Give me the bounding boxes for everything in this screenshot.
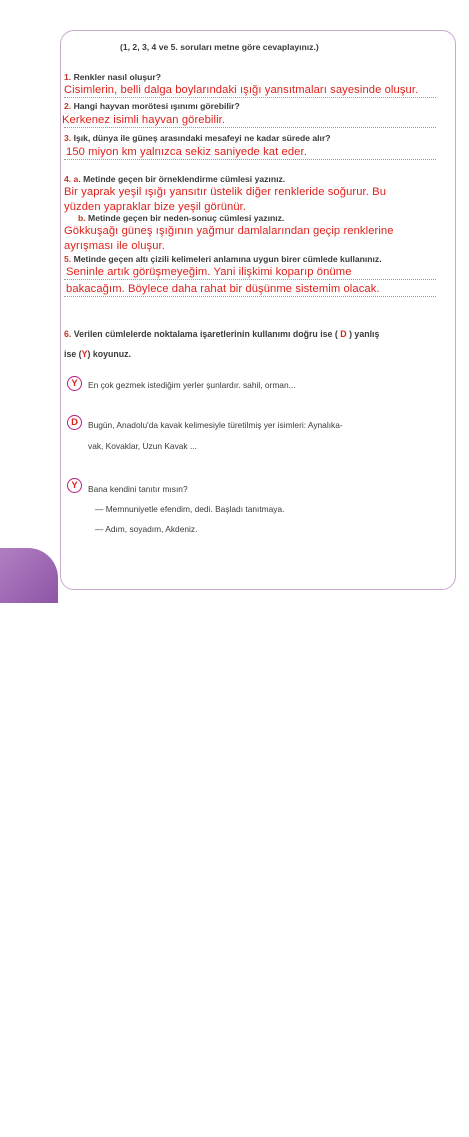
answer-1: Cisimlerin, belli dalga boylarındaki ışığı yansıtmaları sayesinde oluşur. xyxy=(64,84,419,96)
answer-4b-line1: Gökkuşağı güneş ışığının yağmur damlalarından geçip renklerine xyxy=(64,225,394,237)
answer-4a-line2: yüzden yapraklar bize yeşil görünür. xyxy=(64,201,247,213)
question-5-number: 5. xyxy=(64,254,72,264)
question-6-mark-d: D xyxy=(340,329,347,339)
question-6-text-b: ) yanlış xyxy=(349,329,380,339)
answer-line xyxy=(64,127,436,128)
answer-line xyxy=(64,97,436,98)
question-4b-text: Metinde geçen bir neden-sonuç cümlesi yazınız. xyxy=(88,213,285,223)
item-3-line2: — Memnuniyetle efendim, dedi. Başladı tanıtmaya. xyxy=(95,504,285,514)
item-1-text: En çok gezmek istediğim yerler şunlardır. sahil, orman... xyxy=(88,380,296,390)
item-3-line1: Bana kendini tanıtır mısın? xyxy=(88,484,188,494)
question-5 xyxy=(64,254,382,264)
answer-line xyxy=(64,279,436,280)
page-number: 164 xyxy=(10,1121,34,1137)
question-4a xyxy=(64,174,285,184)
page-corner xyxy=(0,548,58,1137)
answer-circle-3[interactable]: Y xyxy=(67,478,82,493)
question-3-number: 3. xyxy=(64,133,72,143)
answer-circle-1[interactable]: Y xyxy=(67,376,82,391)
item-2-line1: Bugün, Anadolu'da kavak kelimesiyle türetilmiş yer isimleri: Aynalıka- xyxy=(88,420,343,430)
question-6-line2 xyxy=(64,349,131,359)
answer-circle-2[interactable]: D xyxy=(67,415,82,430)
answer-5-line2: bakacağım. Böylece daha rahat bir düşünme sistemim olacak. xyxy=(66,283,380,295)
question-1-number: 1. xyxy=(64,72,72,82)
question-2 xyxy=(64,101,240,111)
question-6-mark-y: Y xyxy=(81,349,88,359)
question-4a-text: Metinde geçen bir örneklendirme cümlesi yazınız. xyxy=(83,174,286,184)
question-5-text: Metinde geçen altı çizili kelimeleri anlamına uygun birer cümlede kullanınız. xyxy=(73,254,382,264)
question-2-number: 2. xyxy=(64,101,72,111)
question-4b-number: b. xyxy=(78,213,86,223)
question-3-text: Işık, dünya ile güneş arasındaki mesafeyi ne kadar sürede alır? xyxy=(73,133,331,143)
question-4b xyxy=(78,213,284,223)
question-6-line1 xyxy=(64,329,379,339)
answer-2: Kerkenez isimli hayvan görebilir. xyxy=(62,114,226,126)
question-1 xyxy=(64,72,161,82)
item-2-line2: vak, Kovaklar, Uzun Kavak ... xyxy=(88,441,197,451)
question-6-number: 6. xyxy=(64,329,72,339)
answer-line xyxy=(64,296,436,297)
question-3 xyxy=(64,133,331,143)
question-6-text-a: Verilen cümlelerde noktalama işaretlerinin kullanımı doğru ise ( xyxy=(73,329,338,339)
answer-5-line1: Seninle artık görüşmeyeğim. Yani ilişkimi koparıp önüme xyxy=(66,266,352,278)
question-4a-number: 4. a. xyxy=(64,174,81,184)
answer-4b-line2: ayrışması ile oluşur. xyxy=(64,240,165,252)
question-6-text-d: ) koyunuz. xyxy=(87,349,131,359)
question-6-text-c: ise ( xyxy=(64,349,82,359)
answer-line xyxy=(64,159,436,160)
question-2-text: Hangi hayvan morötesi ışınımı görebilir? xyxy=(73,101,240,111)
question-1-text: Renkler nasıl oluşur? xyxy=(73,72,161,82)
instructions-header: (1, 2, 3, 4 ve 5. soruları metne göre cevaplayınız.) xyxy=(120,42,319,52)
answer-4a-line1: Bir yaprak yeşil ışığı yansıtır üstelik diğer renkleride soğurur. Bu xyxy=(64,186,387,198)
answer-3: 150 miyon km yalnızca sekiz saniyede kat eder. xyxy=(66,146,307,158)
item-3-line3: — Adım, soyadım, Akdeniz. xyxy=(95,524,198,534)
